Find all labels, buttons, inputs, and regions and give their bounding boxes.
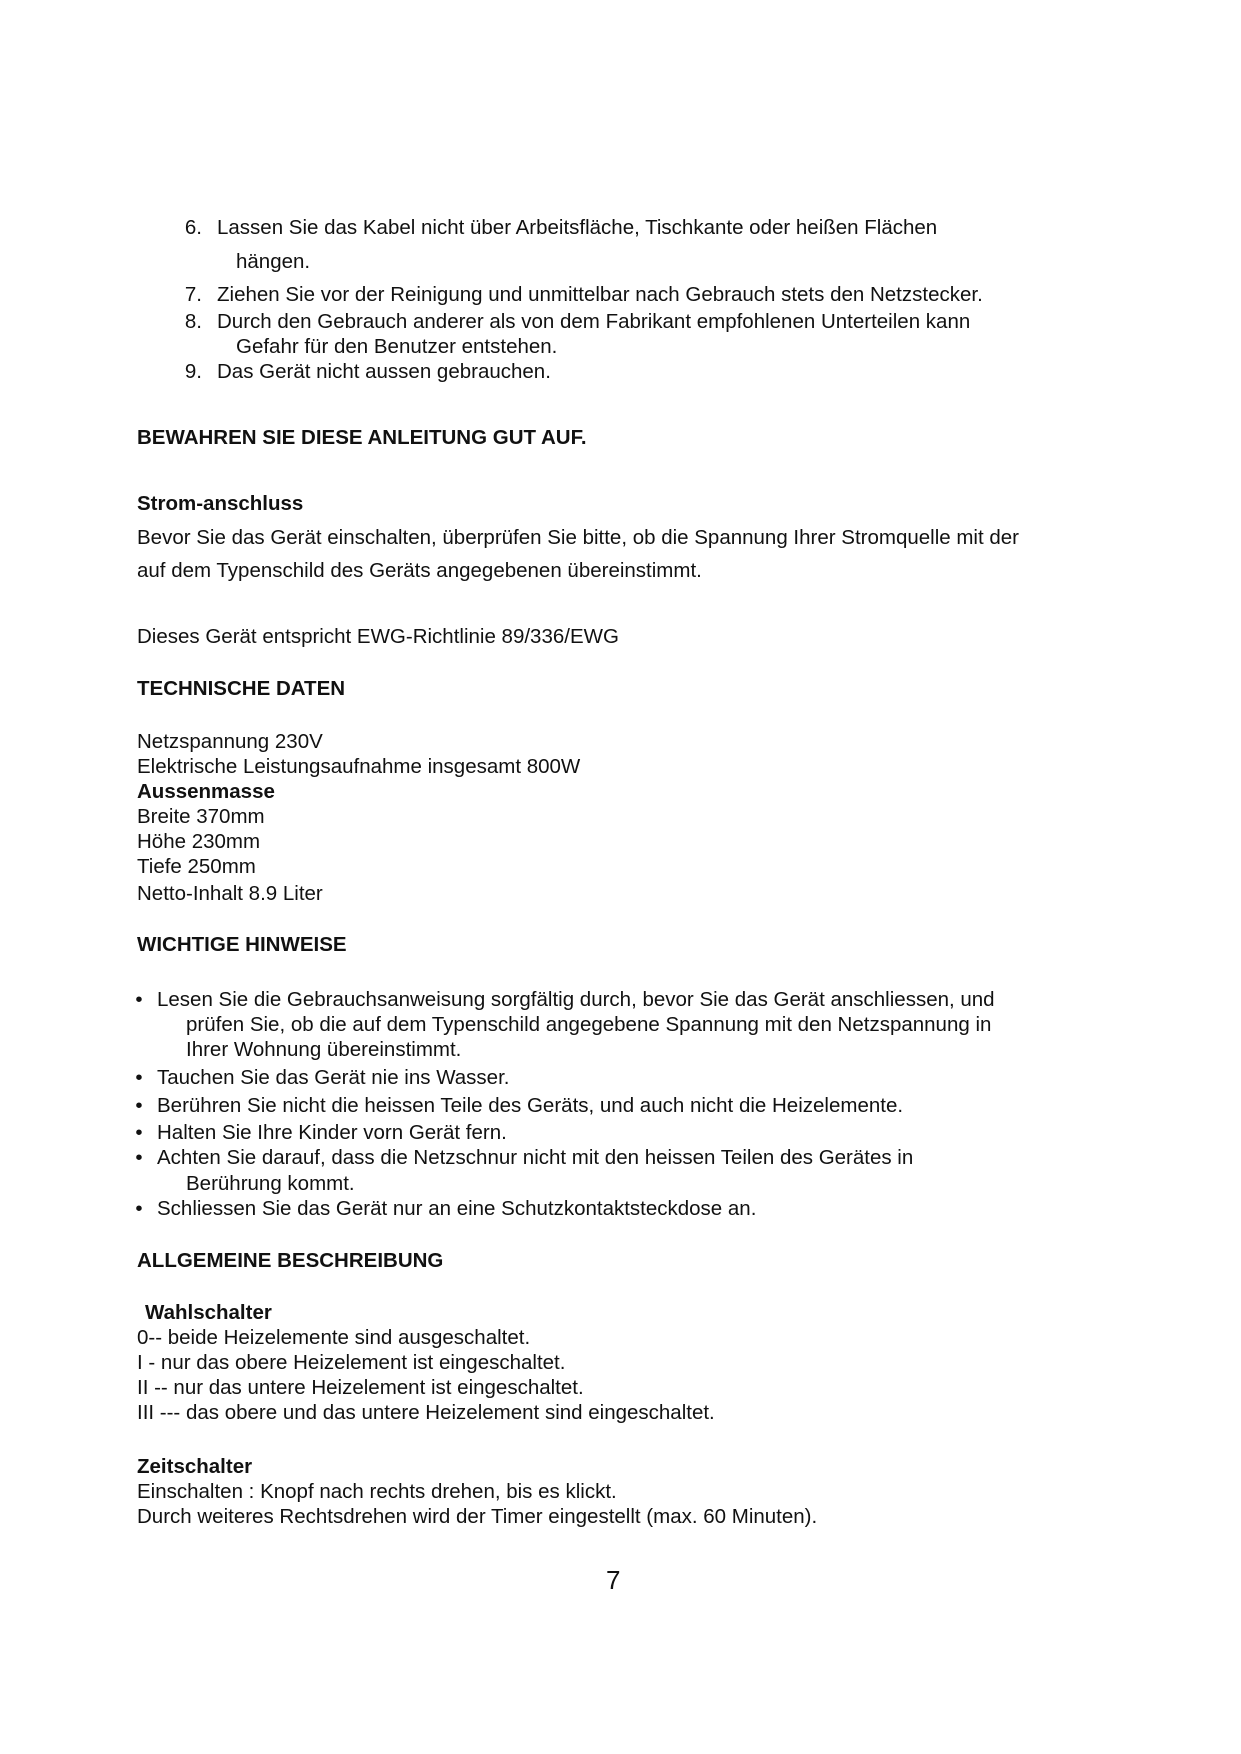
selector-line: II -- nur das untere Heizelement ist eingeschaltet. [137, 1376, 584, 1399]
list-number: 9. [184, 360, 202, 383]
tech-depth: Tiefe 250mm [137, 855, 256, 878]
tech-width: Breite 370mm [137, 805, 265, 828]
power-heading: Strom-anschluss [137, 492, 304, 515]
selector-line: III --- das obere und das untere Heizelement sind eingeschaltet. [137, 1401, 715, 1424]
timer-line: Einschalten : Knopf nach rechts drehen, bis es klickt. [137, 1480, 617, 1503]
selector-heading: Wahlschalter [145, 1301, 272, 1324]
bullet: • [135, 988, 143, 1011]
list-item-text: Ziehen Sie vor der Reinigung und unmittelbar nach Gebrauch stets den Netzstecker. [217, 283, 983, 306]
timer-heading: Zeitschalter [137, 1455, 253, 1478]
selector-line: 0-- beide Heizelemente sind ausgeschaltet. [137, 1326, 531, 1349]
tech-voltage: Netzspannung 230V [137, 730, 323, 753]
list-item-text: Tauchen Sie das Gerät nie ins Wasser. [157, 1066, 510, 1089]
list-item-text: Berühren Sie nicht die heissen Teile des Geräts, und auch nicht die Heizelemente. [157, 1094, 904, 1117]
list-number: 6. [184, 216, 202, 239]
selector-line: I - nur das obere Heizelement ist eingeschaltet. [137, 1351, 566, 1374]
dimensions-heading: Aussenmasse [137, 780, 275, 803]
list-number: 8. [184, 310, 202, 333]
general-heading: ALLGEMEINE BESCHREIBUNG [137, 1249, 444, 1272]
list-number: 7. [184, 283, 202, 306]
bullet: • [135, 1094, 143, 1117]
keep-instructions-heading: BEWAHREN SIE DIESE ANLEITUNG GUT AUF. [137, 426, 587, 449]
bullet: • [135, 1197, 143, 1220]
timer-line: Durch weiteres Rechtsdrehen wird der Timer eingestellt (max. 60 Minuten). [137, 1505, 818, 1528]
list-item-text: Achten Sie darauf, dass die Netzschnur nicht mit den heissen Teilen des Gerätes in [157, 1146, 914, 1169]
list-item-text: Lesen Sie die Gebrauchsanweisung sorgfältig durch, bevor Sie das Gerät anschliessen, und [157, 988, 995, 1011]
list-item-text: Berührung kommt. [186, 1172, 355, 1195]
tech-power: Elektrische Leistungsaufnahme insgesamt 800W [137, 755, 581, 778]
list-item-text: Gefahr für den Benutzer entstehen. [236, 335, 558, 358]
list-item-text: Durch den Gebrauch anderer als von dem Fabrikant empfohlenen Unterteilen kann [217, 310, 971, 333]
power-text: auf dem Typenschild des Geräts angegebenen übereinstimmt. [137, 559, 702, 582]
tech-volume: Netto-Inhalt 8.9 Liter [137, 882, 323, 905]
notes-heading: WICHTIGE HINWEISE [137, 933, 347, 956]
bullet: • [135, 1121, 143, 1144]
list-item-text: Halten Sie Ihre Kinder vorn Gerät fern. [157, 1121, 507, 1144]
list-item-text: hängen. [236, 250, 311, 273]
list-item-text: Schliessen Sie das Gerät nur an eine Schutzkontaktsteckdose an. [157, 1197, 757, 1220]
list-item-text: Das Gerät nicht aussen gebrauchen. [217, 360, 551, 383]
bullet: • [135, 1066, 143, 1089]
page-number: 7 [606, 1565, 621, 1595]
list-item-text: Lassen Sie das Kabel nicht über Arbeitsfläche, Tischkante oder heißen Flächen [217, 216, 938, 239]
list-item-text: prüfen Sie, ob die auf dem Typenschild angegebene Spannung mit den Netzspannung in [186, 1013, 992, 1036]
tech-heading: TECHNISCHE DATEN [137, 677, 346, 700]
bullet: • [135, 1146, 143, 1169]
tech-height: Höhe 230mm [137, 830, 261, 853]
list-item-text: Ihrer Wohnung übereinstimmt. [186, 1038, 462, 1061]
power-text: Bevor Sie das Gerät einschalten, überprüfen Sie bitte, ob die Spannung Ihrer Stromquelle mit der [137, 526, 1020, 549]
directive-text: Dieses Gerät entspricht EWG-Richtlinie 89/336/EWG [137, 625, 619, 648]
